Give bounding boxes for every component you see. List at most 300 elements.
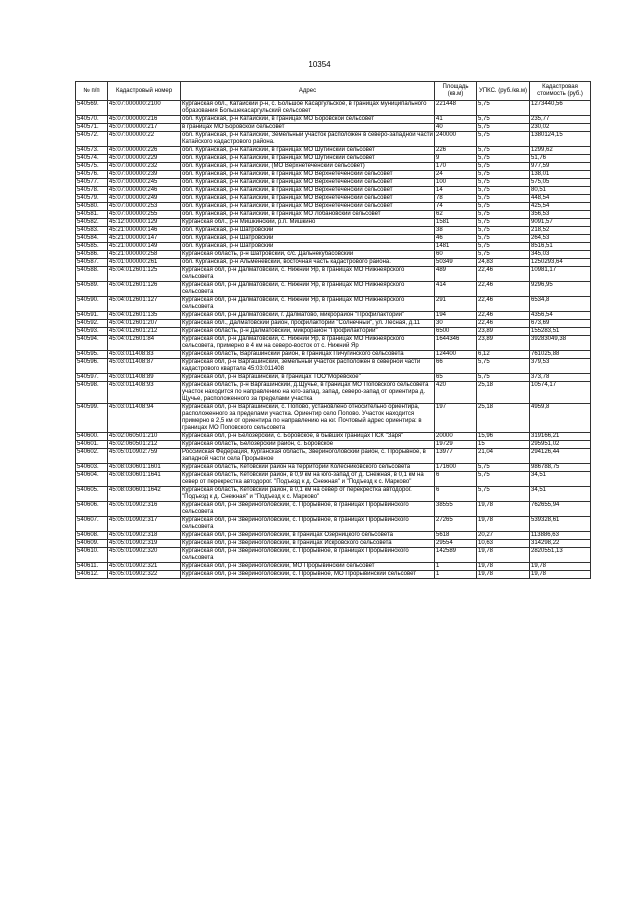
table-row [76,548,591,563]
cell-area: 226 [435,147,477,155]
cell-upks: 22,46 [477,282,530,297]
cell-cadastral-number: 45:21:000000:146 [108,227,181,235]
table-row [76,235,591,243]
cell-address: Курганская обл, р-н Звериноголовский, с. Прорывное, в границах Прорывинского сельсовета [181,548,435,563]
cell-cadastral-value: 6534,8 [530,297,591,312]
cell-address: Курганская обл, р-н Белозерский, с. Боровское, в бывших границах ПСК "Заря" [181,433,435,441]
cell-upks: 5,75 [477,124,530,132]
table-row [76,132,591,147]
cell-cadastral-number: 45:07:000000:232 [108,163,181,171]
cell-num: 540598. [76,382,108,404]
cell-cadastral-number: 45:05:010902:316 [108,502,181,517]
cell-address: обл. Курганская, р-н Шатровский [181,227,435,235]
cell-upks: 25,18 [477,382,530,404]
cell-upks: 5,75 [477,163,530,171]
cell-area: 19729 [435,441,477,449]
cell-address: Курганская обл, р-н Звериноголовский, в границах Озерницкого сельсовета [181,532,435,540]
table-row [76,441,591,449]
cell-num: 540573. [76,147,108,155]
cell-upks: 5,75 [477,195,530,203]
cell-num: 540579. [76,195,108,203]
cell-num: 540570. [76,116,108,124]
table-row [76,464,591,472]
cell-cadastral-value: 345,03 [530,251,591,259]
cell-address: Курганская обл, р-н Варгашинский, земельный участок расположен в северной части кадастрового квартала 45:03:011408 [181,359,435,374]
cell-num: 540593. [76,328,108,336]
cell-cadastral-number: 45:08:030601:1601 [108,464,181,472]
cell-cadastral-number: 45:21:000000:147 [108,235,181,243]
cell-cadastral-value: 379,53 [530,359,591,374]
cell-address: Курганская область, р-н Далматовский, микрорайон "Профилакторий" [181,328,435,336]
cell-area: 24 [435,171,477,179]
cell-upks: 5,75 [477,359,530,374]
cell-upks: 21,04 [477,449,530,464]
cell-num: 540605. [76,487,108,502]
cell-cadastral-number: 45:04:012601:207 [108,320,181,328]
cell-address: Курганская обл, р-н Варгашинский, в границах ТОО"Моревское" [181,374,435,382]
cell-num: 540575. [76,163,108,171]
cell-address: обл. Курганская, р-н Шатровский [181,243,435,251]
cell-area: 9 [435,155,477,163]
cell-address: Курганская обл, р-н Звериноголовский, МО Прорывинский сельсовет [181,563,435,571]
table-row [76,502,591,517]
cell-upks: 22,46 [477,297,530,312]
cell-cadastral-number: 45:04:012601:125 [108,267,181,282]
cell-upks: 5,75 [477,211,530,219]
cell-upks: 5,75 [477,116,530,124]
cell-address: Курганская обл, р-н Далматовский, с. Нижний Яр, в границах МО Нижнеярского сельсовета [181,297,435,312]
cell-num: 540603. [76,464,108,472]
cell-area: 489 [435,267,477,282]
cell-cadastral-number: 45:02:060501:210 [108,433,181,441]
cell-cadastral-number: 45:03:011408:93 [108,382,181,404]
cell-address: обл. Курганская, р-н Катайский, Земельный участок расположен в северо-западной части Катайского кадастрового района. [182,132,433,145]
cell-address: Курганская область, Кетовский район, в 0,9 км на юго-запад от д. Снежная, в 0,1 км на север от перекрестка автодорог. "Подъезд к д. Снежная" и "Подъезд к с. Марково" [181,472,435,487]
cell-cadastral-number: 45:03:011408:89 [108,374,181,382]
cell-cadastral-value: 2820551,13 [530,548,591,563]
cell-cadastral-value: 230,02 [530,124,591,132]
cell-cadastral-number: 45:05:010902:322 [108,571,181,579]
cell-area: 13977 [435,449,477,464]
table-row [76,179,591,187]
cell-upks: 19,78 [477,548,530,563]
cell-address: Курганская обл, р-н Далматовский, с. Нижний Яр, в границах МО Нижнеярского сельсовета [181,282,435,297]
cell-upks: 24,83 [477,259,530,267]
cell-num: 540581. [76,211,108,219]
cell-address: обл. Курганская, р-н Катайский, в границах МО Верхнетеченский сельсовет [181,179,435,187]
cell-area: 14 [435,187,477,195]
cell-area: 38555 [435,502,477,517]
cell-cadastral-value: 1250293,64 [530,259,591,267]
cell-upks: 5,75 [477,187,530,195]
header-cadastral-value: Кадастровая стоимость (руб.) [530,82,591,101]
cell-address: обл. Курганская, р-н Катайский, в границах МО Шутинский сельсовет [181,155,435,163]
cell-cadastral-value: 39283049,38 [530,336,591,351]
cell-area: 78 [435,195,477,203]
cell-upks: 5,75 [477,227,530,235]
table-row [76,282,591,297]
table-row [76,259,591,267]
cell-cadastral-number: 45:21:000000:149 [108,243,181,251]
cell-cadastral-value: 9091,57 [530,219,591,227]
cell-upks: 22,46 [477,320,530,328]
cell-num: 540580. [76,203,108,211]
cell-num: 540584. [76,235,108,243]
table-row [76,517,591,532]
cell-upks: 20,27 [477,532,530,540]
cell-upks: 5,75 [477,155,530,163]
cell-cadastral-number: 45:04:012601:212 [108,328,181,336]
cell-cadastral-value: 9296,95 [530,282,591,297]
cell-area: 41 [435,116,477,124]
cell-address: обл. Курганская, р-н Шатровский [181,235,435,243]
cell-address: Российская Федерация, Курганская область, Звериноголовский район, с. Прорывное, в западной части села Прорывное [181,449,435,464]
cell-address: Курганская обл., Далматовский район, профилакторий "Солнечный", ул. Лесная, д.11 [181,320,435,328]
cell-address: Курганская обл, р-н Далматовский, с. Нижний Яр, в границах МО Нижнеярского сельсовета, примерно в 4 км на северо-восток от с. Нижний Яр [181,336,435,351]
cell-num: 540590. [76,297,108,312]
header-upks: УПКС. (руб./кв.м) [477,82,530,101]
cell-num: 540572. [76,132,108,147]
cell-upks: 5,75 [477,243,530,251]
cell-address: обл. Курганская, р-н Катайский, в границах МО Верхнетеченский сельсовет [181,171,435,179]
cell-num: 540592. [76,320,108,328]
cell-address: обл. Курганская, р-н Катайский, в границах МО Верхнетеченский сельсовет [181,187,435,195]
table-row [76,320,591,328]
cell-num: 540583. [76,227,108,235]
cell-upks: 19,78 [477,502,530,517]
cell-num: 540597. [76,374,108,382]
cell-cadastral-number: 45:21:000000:258 [108,251,181,259]
cell-cadastral-number: 45:03:011408:87 [108,359,181,374]
cell-num: 540596. [76,359,108,374]
table-row [76,540,591,548]
cell-num: 540591. [76,312,108,320]
cell-cadastral-value: 235,77 [530,116,591,124]
cell-cadastral-value: 10981,17 [530,267,591,282]
cell-upks: 5,75 [477,101,530,116]
cell-upks: 15,96 [477,433,530,441]
cell-upks: 22,46 [477,312,530,320]
cell-cadastral-value: 295951,02 [530,441,591,449]
cell-upks: 5,75 [477,472,530,487]
cell-cadastral-value: 10574,17 [530,382,591,404]
header-cadastral-number: Кадастровый номер [108,82,181,101]
table-row [76,351,591,359]
cell-cadastral-value: 113886,63 [530,532,591,540]
cell-area: 142589 [435,548,477,563]
cell-address: обл. Курганская, р-н Катайский, в границах МО Шутинский сельсовет [181,147,435,155]
cell-area: 197 [435,404,477,433]
cell-cadastral-value: 1273440,56 [530,101,591,116]
cell-address: обл. Курганская, р-н Альменевский, восточная часть кадастрового района. [181,259,435,267]
cell-upks: 10,63 [477,540,530,548]
cell-area: 240000 [435,132,477,147]
cell-cadastral-number: 45:05:010902:759 [108,449,181,464]
cell-address: обл. Курганская, р-н Катайский, в границах МО Боровской сельсовет [181,116,435,124]
cell-area: 1481 [435,243,477,251]
table-row [76,243,591,251]
table-header-row [76,82,591,101]
cell-num: 540610. [76,548,108,563]
table-row [76,328,591,336]
cell-num: 540576. [76,171,108,179]
cell-cadastral-value: 448,54 [530,195,591,203]
cell-cadastral-number: 45:02:060501:212 [108,441,181,449]
page-number: 10354 [308,60,331,69]
table-row [76,251,591,259]
cell-upks: 5,75 [477,251,530,259]
cell-area: 60 [435,251,477,259]
cell-upks: 5,75 [477,132,530,147]
cell-num: 540594. [76,336,108,351]
cell-cadastral-number: 45:07:000000:239 [108,171,181,179]
header-area: Площадь (кв.м) [435,82,477,101]
cell-address: Курганская область, р-н Варгашинский, д.Щучье, в границах МО Поповского сельсовета участок находится по направлению на юго-запад, запад, северо-запад от ориентира д. Щучье, расположенного за пределами участка [181,382,435,404]
cell-num: 540608. [76,532,108,540]
cell-address: в границах МО Боровской сельсовет [181,124,435,132]
cell-area: 29554 [435,540,477,548]
cell-num: 540574. [76,155,108,163]
cell-cadastral-value: 80,51 [530,187,591,195]
cell-cadastral-number: 45:05:010902:321 [108,563,181,571]
cell-cadastral-number: 45:08:030601:1641 [108,472,181,487]
cell-area: 171600 [435,464,477,472]
cell-cadastral-number: 45:07:000000:245 [108,179,181,187]
cell-area: 1644346 [435,336,477,351]
cell-address: Курганская область, Кетовский район, в 0,1 км на север от перекрестка автодорог. "Подъезд к д. Снежная" и "Подъезд к с. Марково" [181,487,435,502]
cell-upks: 22,46 [477,267,530,282]
table-row [76,359,591,374]
table-row [76,171,591,179]
cell-address: Курганская область, Белозерский район, с. Боровское [181,441,435,449]
cell-area: 40 [435,124,477,132]
cell-num: 540602. [76,449,108,464]
table-row [76,312,591,320]
cell-cadastral-number: 45:05:010902:317 [108,517,181,532]
cell-area: 30 [435,320,477,328]
cell-cadastral-value: 51,76 [530,155,591,163]
cell-cadastral-value: 218,52 [530,227,591,235]
table-row [76,101,591,116]
cell-cadastral-value: 977,59 [530,163,591,171]
cell-address: обл. Курганская, р-н Катайский, в границах МО Лобановский сельсовет [181,211,435,219]
cell-area: 6 [435,487,477,502]
cell-upks: 5,75 [477,464,530,472]
cell-num: 540588. [76,267,108,282]
cell-cadastral-number: 45:05:010902:319 [108,540,181,548]
header-num: № п/п [76,82,108,101]
cell-area: 38 [435,227,477,235]
cell-cadastral-value: 4356,54 [530,312,591,320]
cell-area: 74 [435,203,477,211]
cell-cadastral-value: 575,05 [530,179,591,187]
cell-cadastral-number: 45:07:000000:2100 [108,101,181,116]
cell-cadastral-number: 45:07:000000:22 [108,132,181,147]
table-row [76,211,591,219]
cell-num: 540607. [76,517,108,532]
cell-address: Курганская область, р-н Шатровский, с/с. Дальнекубасовский [181,251,435,259]
cell-cadastral-value: 1380124,15 [530,132,591,147]
cell-upks: 5,75 [477,235,530,243]
cell-address: Курганская обл, р-н Звериноголовский, в границах Искровского сельсовета [181,540,435,548]
cell-address: Курганская обл, р-н Звериноголовский, с. Прорывное, в границах Прорывинского сельсовета [181,502,435,517]
cell-upks: 23,89 [477,336,530,351]
table-row [76,147,591,155]
cell-area: 46 [435,235,477,243]
cell-address: обл. Курганская, р-н Катайский, в границах МО Верхнетеченский сельсовет [181,203,435,211]
cell-cadastral-number: 45:07:000000:246 [108,187,181,195]
table-row [76,116,591,124]
cell-cadastral-number: 45:01:000000:261 [108,259,181,267]
cell-cadastral-number: 45:05:010902:320 [108,548,181,563]
cell-cadastral-number: 45:04:012601:135 [108,312,181,320]
table-row [76,404,591,433]
cell-cadastral-value: 8516,51 [530,243,591,251]
table-row [76,297,591,312]
cell-upks: 5,75 [477,487,530,502]
cell-area: 62 [435,211,477,219]
cell-address: обл. Курганская, р-н Катайский, (МО Верхнетеченский сельсовет) [181,163,435,171]
cell-address: Курганская область, Кетовский район на территории Колесниковского сельсовета [181,464,435,472]
cell-num: 540569. [76,101,108,116]
cell-upks: 23,89 [477,328,530,336]
table-row [76,563,591,571]
cell-num: 540589. [76,282,108,297]
table-row [76,203,591,211]
cell-cadastral-value: 673,69 [530,320,591,328]
cell-area: 66 [435,359,477,374]
cell-num: 540587. [76,259,108,267]
cell-cadastral-value: 425,54 [530,203,591,211]
cell-upks: 5,75 [477,219,530,227]
cell-cadastral-number: 45:04:012601:84 [108,336,181,351]
cell-cadastral-number: 45:07:000000:226 [108,147,181,155]
cadastral-value-table [75,81,591,579]
cell-area: 170 [435,163,477,171]
table-row [76,571,591,579]
table-row [76,124,591,132]
cell-cadastral-number: 45:03:011408:94 [108,404,181,433]
cell-upks: 6,12 [477,351,530,359]
table-row [76,163,591,171]
table-row [76,195,591,203]
cell-num: 540612. [76,571,108,579]
cell-cadastral-value: 356,53 [530,211,591,219]
cell-cadastral-number: 45:07:000000:249 [108,195,181,203]
cell-area: 100 [435,179,477,187]
cell-address: Курганская обл, р-н Далматовский, с. Нижний Яр, в границах МО Нижнеярского сельсовета [181,267,435,282]
table-row [76,487,591,502]
cell-cadastral-number: 45:05:010902:318 [108,532,181,540]
cell-area: 50349 [435,259,477,267]
table-row [76,187,591,195]
cell-num: 540606. [76,502,108,517]
cell-area: 1581 [435,219,477,227]
table-row [76,374,591,382]
cell-cadastral-number: 45:07:000000:255 [108,211,181,219]
cell-cadastral-value: 264,53 [530,235,591,243]
cell-cadastral-value: 319166,21 [530,433,591,441]
cell-cadastral-number: 45:07:000000:216 [108,116,181,124]
table-row [76,336,591,351]
table-row [76,382,591,404]
cell-area: 124400 [435,351,477,359]
cell-cadastral-number: 45:07:000000:217 [108,124,181,132]
cell-num: 540600. [76,433,108,441]
cell-area: 1 [435,571,477,579]
cell-cadastral-number: 45:07:000000:229 [108,155,181,163]
cell-upks: 15 [477,441,530,449]
cell-cadastral-value: 761025,88 [530,351,591,359]
cell-cadastral-value: 539328,61 [530,517,591,532]
cell-upks: 5,75 [477,147,530,155]
table-row [76,449,591,464]
table-row [76,433,591,441]
table-row [76,472,591,487]
cell-cadastral-value: 138,01 [530,171,591,179]
cell-area: 1 [435,563,477,571]
cell-num: 540586. [76,251,108,259]
cell-num: 540571. [76,124,108,132]
cell-area: 221448 [435,101,477,116]
cell-address: Курганская обл., Катайский р-н, с. Большое Касаргульское, в границах муниципального образования Большекасаргульский сельсовет [181,101,435,116]
cell-address: Курганская обл., р-н Мишкинский, р.п. Мишкино [181,219,435,227]
cell-cadastral-value: 19,78 [530,571,591,579]
cell-cadastral-number: 45:04:012601:126 [108,282,181,297]
cell-num: 540577. [76,179,108,187]
cell-cadastral-number: 45:04:012601:127 [108,297,181,312]
cell-num: 540601. [76,441,108,449]
cell-cadastral-value: 34,51 [530,472,591,487]
cell-area: 194 [435,312,477,320]
cell-cadastral-number: 45:03:011408:83 [108,351,181,359]
cell-num: 540599. [76,404,108,433]
header-address: Адрес [181,82,435,101]
cell-area: 20000 [435,433,477,441]
cell-address: обл. Курганская, р-н Катайский, в границах МО Верхнетеченский сельсовет [181,195,435,203]
cell-area: 6500 [435,328,477,336]
table-row [76,155,591,163]
cell-cadastral-number: 45:12:000000:129 [108,219,181,227]
cell-upks: 5,75 [477,171,530,179]
table-row [76,532,591,540]
cell-upks: 19,78 [477,571,530,579]
cell-area: 27265 [435,517,477,532]
cell-area: 414 [435,282,477,297]
cell-num: 540609. [76,540,108,548]
cell-num: 540578. [76,187,108,195]
cell-upks: 5,75 [477,179,530,187]
cell-cadastral-number: 45:08:030601:1642 [108,487,181,502]
cell-num: 540611. [76,563,108,571]
cell-address: Курганская обл, р-н Варгашинский, с. Попово, установлено относительно ориентира, расположенного за пределами участка. Ориентир село Попово. Участок находится примерно в 2,5 км от ориентира по направлению на юг. Почтовый адрес ориентира: в границах МО Поповского сельсовета [181,404,435,433]
cell-area: 6 [435,472,477,487]
cell-num: 540585. [76,243,108,251]
cell-num: 540582. [76,219,108,227]
cell-cadastral-number: 45:07:000000:253 [108,203,181,211]
cell-address: Курганская обл, р-н Далматовский, г. Далматово, микрорайон "Профилакторий" [181,312,435,320]
cell-num: 540595. [76,351,108,359]
cell-area: 5618 [435,532,477,540]
cell-upks: 5,75 [477,203,530,211]
cell-area: 420 [435,382,477,404]
cell-num: 540604. [76,472,108,487]
cell-cadastral-value: 155283,51 [530,328,591,336]
table-row [76,227,591,235]
cell-upks: 25,18 [477,404,530,433]
cell-upks: 19,78 [477,563,530,571]
cell-address: Курганская обл, р-н Звериноголовский, с. Прорывное, в границах Прорывинского сельсовета [181,517,435,532]
